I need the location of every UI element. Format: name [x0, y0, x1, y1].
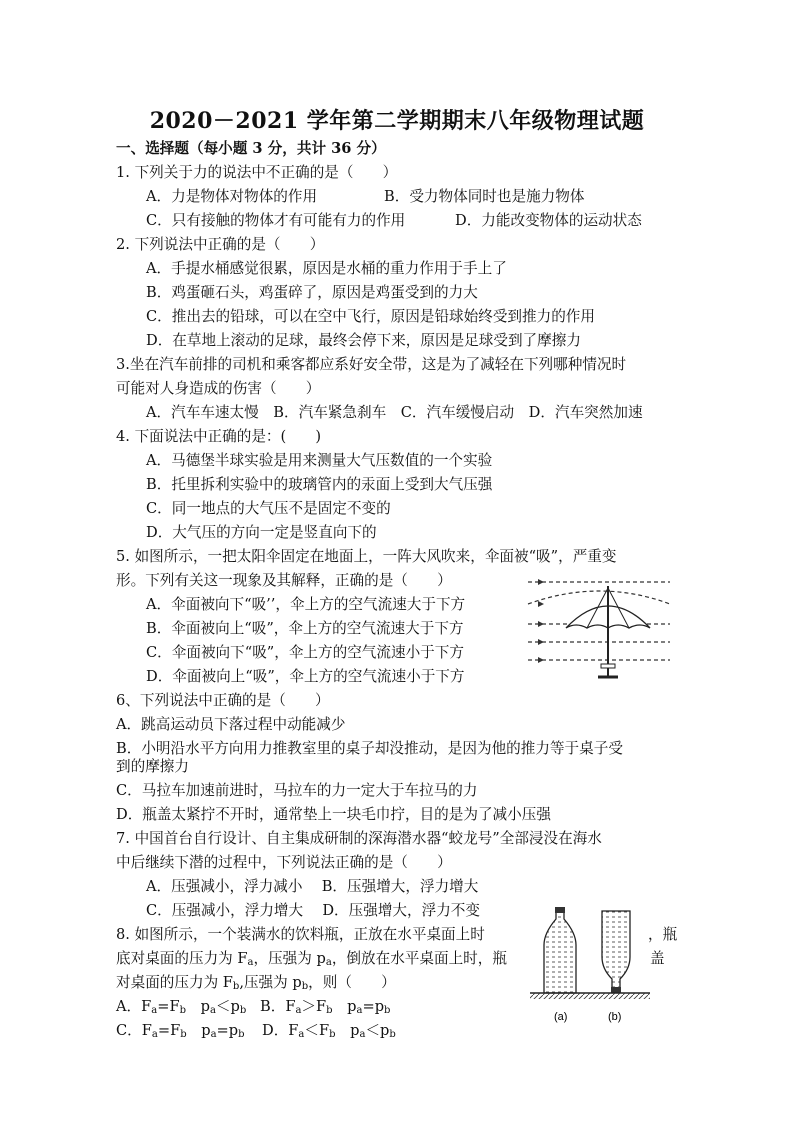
q7-stem-line2: 中后继续下潜的过程中，下列说法正确的是（ ）: [116, 854, 452, 871]
q7-options-cd: C．压强减小，浮力增大 D．压强增大，浮力不变: [146, 902, 480, 919]
q2-option-d: D．在草地上滚动的足球，最终会停下来，原因是足球受到了摩擦力: [146, 332, 581, 349]
q8-option-c: C．$F_a=F_b$ $p_a=p_b$: [116, 1022, 245, 1040]
q5-option-a: A．伞面被向下“吸’’，伞上方的空气流速大于下方: [146, 596, 466, 613]
q6-option-b-line1: B．小明沿水平方向用力推教室里的桌子却没推动，是因为他的推力等于桌子受: [116, 740, 623, 757]
q8-stem-line1-end: ，瓶: [648, 926, 678, 943]
q7-stem-line1: 7. 中国首台自行设计、自主集成研制的深海潜水器“蛟龙号”全部浸没在海水: [116, 830, 602, 847]
q4-option-a: A．马德堡半球实验是用来测量大气压数值的一个实验: [146, 452, 493, 469]
q1-option-b: B．受力物体同时也是施力物体: [384, 188, 585, 205]
q3-stem-line2: 可能对人身造成的伤害（ ）: [116, 380, 321, 397]
figure-label-b: (b): [608, 1011, 622, 1023]
q7-options-ab: A．压强减小，浮力减小 B．压强增大，浮力增大: [146, 878, 479, 895]
q6-option-d: D．瓶盖太紧拧不开时，通常垫上一块毛巾拧，目的是为了减小压强: [116, 806, 551, 823]
q5-option-d: D．伞面被向上“吸”，伞上方的空气流速小于下方: [146, 668, 465, 685]
page-title: 2020－2021 学年第二学期期末八年级物理试题: [149, 108, 645, 134]
q6-option-a: A．跳高运动员下落过程中动能减少: [116, 716, 346, 733]
bottle-b-icon: [602, 911, 630, 989]
bottles-figure: [528, 905, 654, 1027]
q8-option-a: A．$F_a=F_b$ $p_a<p_b$: [116, 998, 247, 1016]
q4-option-b: B．托里拆利实验中的玻璃管内的汞面上受到大气压强: [146, 476, 493, 493]
q4-option-d: D．大气压的方向一定是竖直向下的: [146, 524, 377, 541]
q4-stem: 4. 下面说法中正确的是：( ): [116, 428, 322, 445]
q8-stem-line1: 8. 如图所示，一个装满水的饮料瓶，正放在水平桌面上时: [116, 926, 485, 943]
q2-option-b: B．鸡蛋砸石头，鸡蛋碎了，原因是鸡蛋受到的力大: [146, 284, 478, 301]
q5-option-c: C．伞面被向下“吸”，伞上方的空气流速小于下方: [146, 644, 464, 661]
q6-stem: 6、下列说法中正确的是（ ）: [116, 692, 330, 709]
section-heading: 一、选择题（每小题 3 分，共计 36 分）: [116, 140, 386, 157]
q4-option-c: C．同一地点的大气压不是固定不变的: [146, 500, 391, 517]
q8-stem-line2: 底对桌面的压力为 $F_a$，压强为 $p_a$，倒放在水平桌面上时，瓶: [116, 950, 507, 968]
q8-option-b: B．$F_a>F_b$ $p_a=p_b$: [260, 998, 391, 1016]
q6-option-b-line2: 到的摩擦力: [116, 758, 189, 775]
q5-stem-line2: 形。下列有关这一现象及其解释，正确的是（ ）: [116, 572, 452, 589]
q8-option-d: D．$F_a<F_b$ $p_a<p_b$: [262, 1022, 396, 1040]
q1-option-a: A．力是物体对物体的作用: [146, 188, 318, 205]
q2-option-c: C．推出去的铅球，可以在空中飞行，原因是铅球始终受到推力的作用: [146, 308, 595, 325]
q2-stem: 2. 下列说法中正确的是（ ）: [116, 236, 325, 253]
umbrella-wind-figure: [520, 568, 680, 686]
bottle-a-icon: [544, 909, 576, 993]
q3-options: A．汽车车速太慢 B．汽车紧急刹车 C．汽车缓慢启动 D．汽车突然加速: [146, 404, 643, 421]
q2-option-a: A．手提水桶感觉很累，原因是水桶的重力作用于手上了: [146, 260, 507, 277]
q1-option-c: C．只有接触的物体才有可能有力的作用: [146, 212, 406, 229]
q3-stem-line1: 3.坐在汽车前排的司机和乘客都应系好安全带，这是为了减轻在下列哪种情况时: [116, 356, 627, 373]
q8-stem-line2-end: 盖: [650, 950, 665, 967]
q8-stem-line3: 对桌面的压力为 $F_b$,压强为 $p_b$，则（ ）: [116, 974, 396, 992]
q1-stem: 1. 下列关于力的说法中不正确的是（ ）: [116, 164, 398, 181]
figure-label-a: (a): [554, 1011, 568, 1023]
q6-option-c: C．马拉车加速前进时，马拉车的力一定大于车拉马的力: [116, 782, 478, 799]
q5-stem-line1: 5. 如图所示，一把太阳伞固定在地面上，一阵大风吹来，伞面被“吸”，严重变: [116, 548, 617, 565]
q1-option-d: D．力能改变物体的运动状态: [455, 212, 642, 229]
q5-option-b: B．伞面被向上“吸”，伞上方的空气流速大于下方: [146, 620, 464, 637]
